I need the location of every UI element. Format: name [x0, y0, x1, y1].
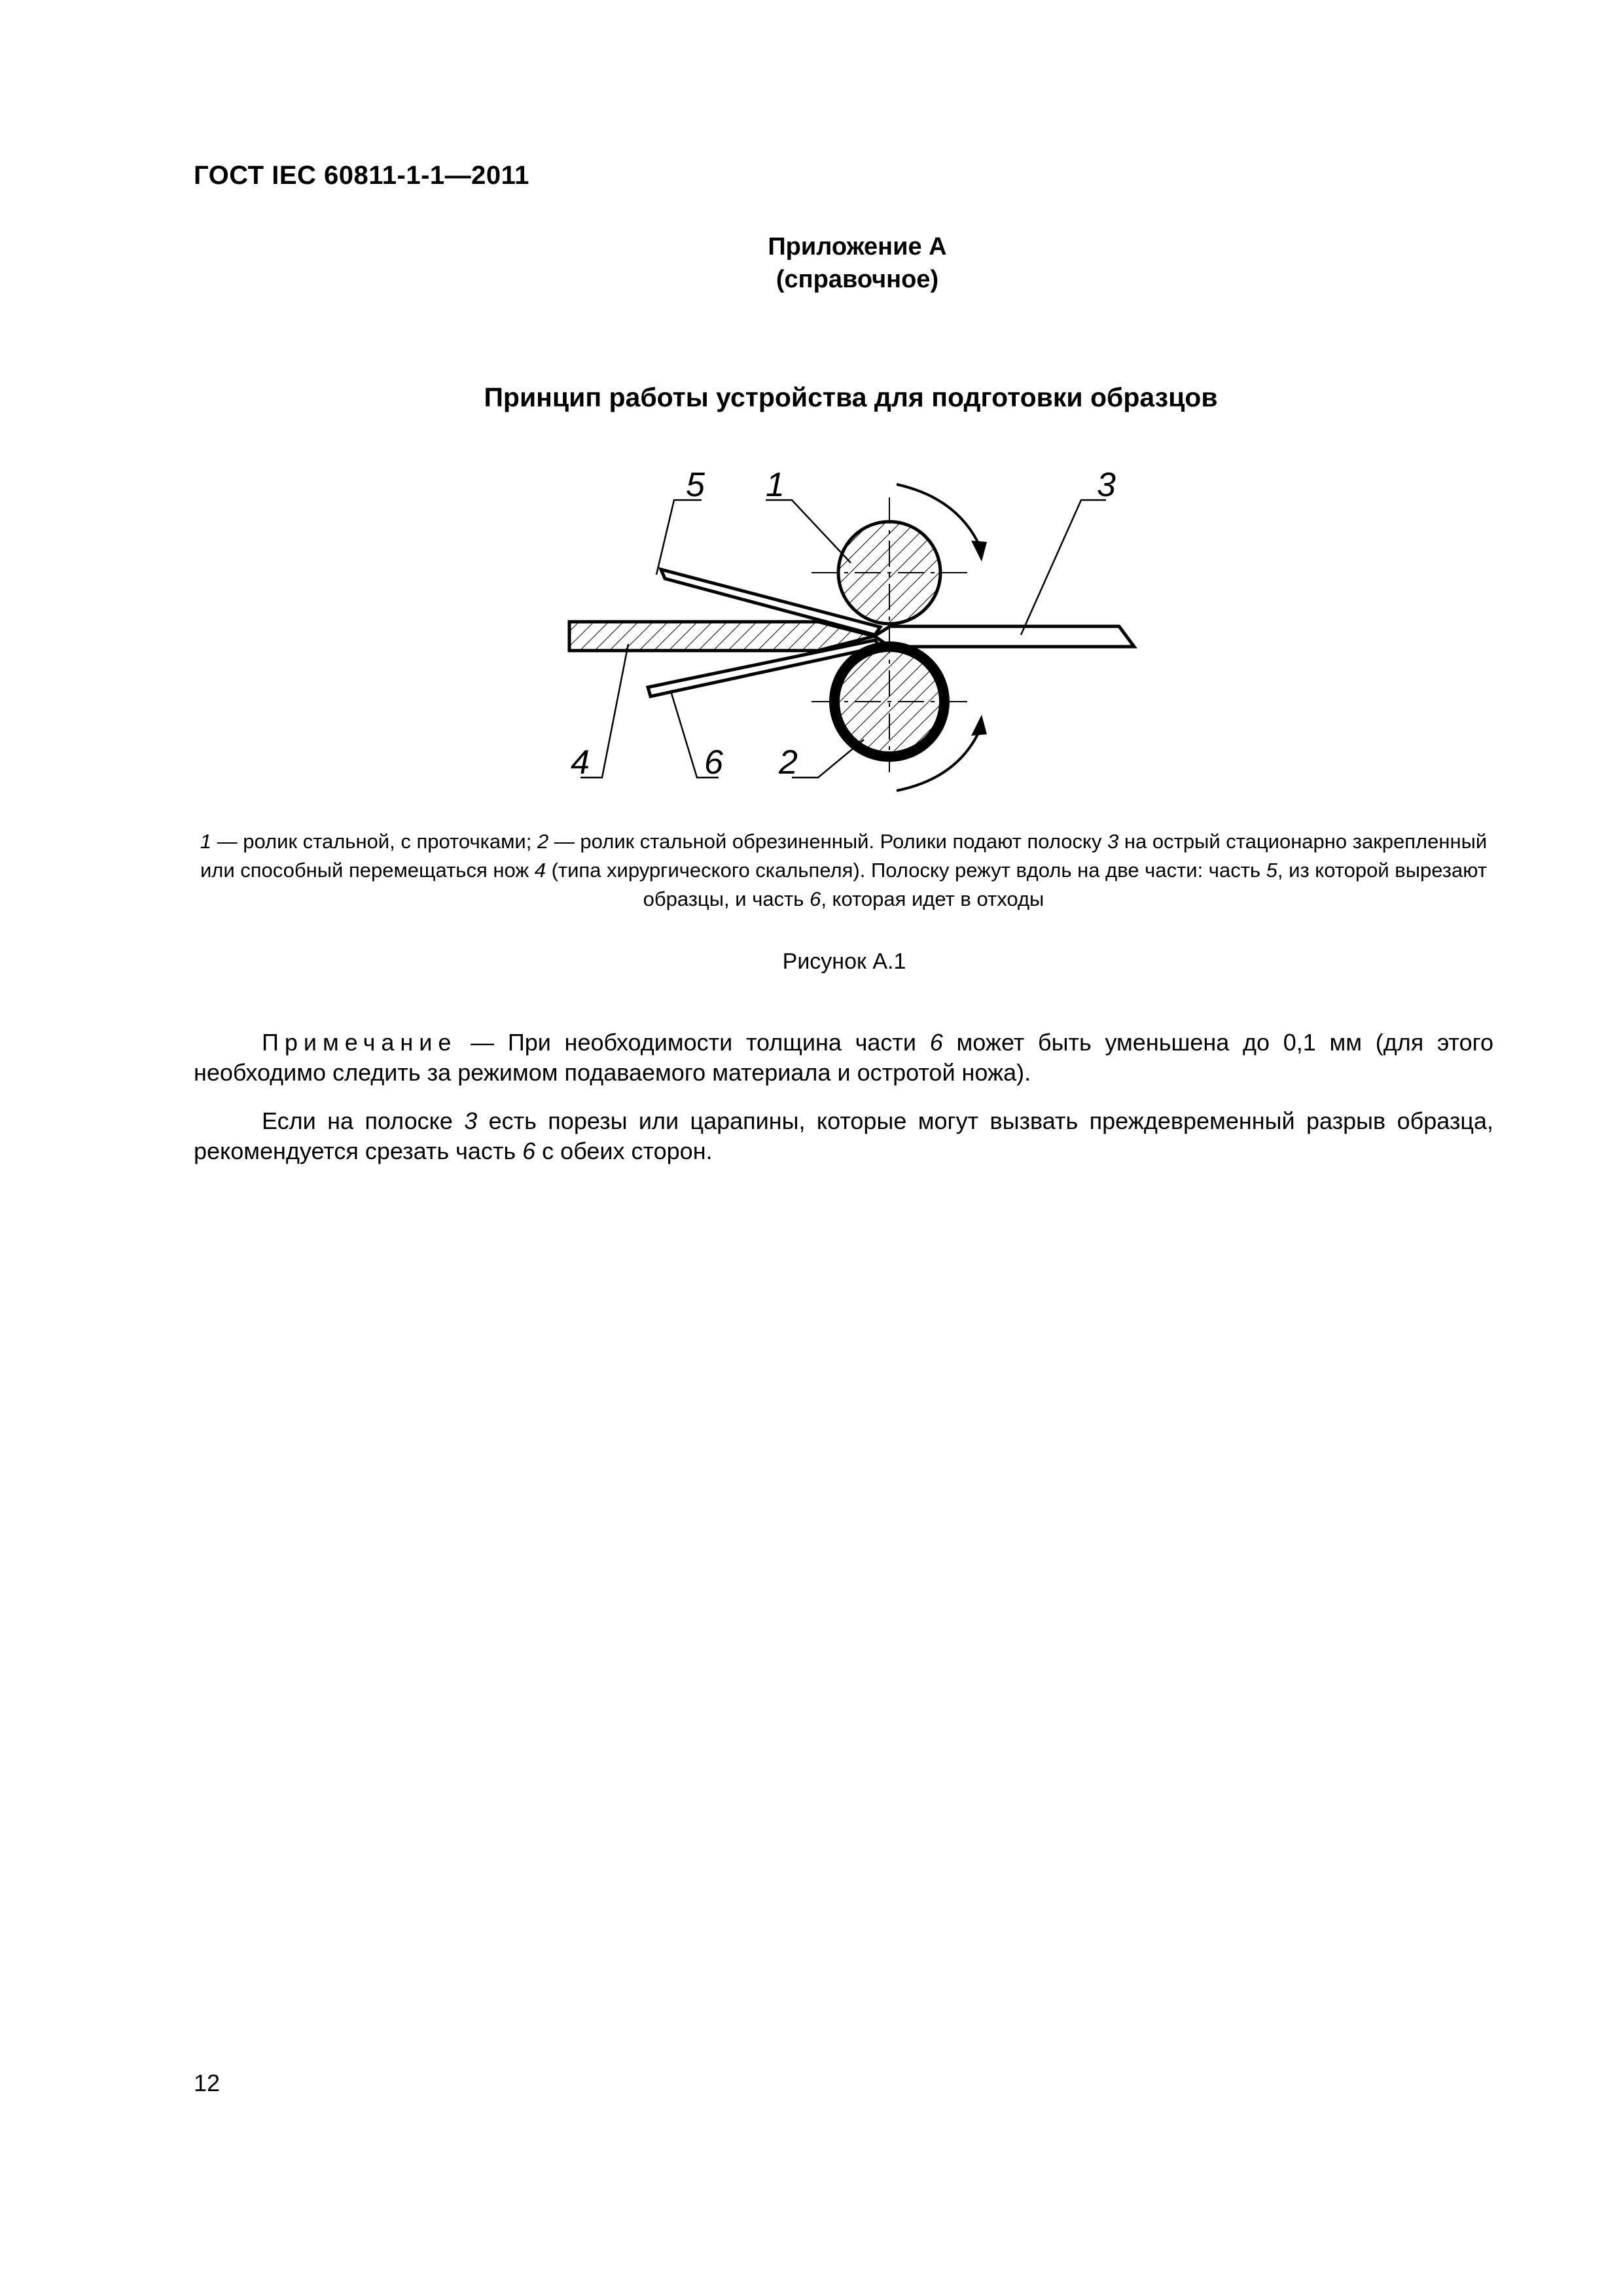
- note-prefix: Примечание: [262, 1029, 457, 1056]
- caption-ref-4: 4: [534, 859, 546, 882]
- figure-label: Рисунок А.1: [782, 949, 906, 974]
- strip: [874, 626, 1134, 647]
- caption-ref-3: 3: [1107, 830, 1119, 853]
- appendix-subtitle: (справочное): [776, 266, 939, 293]
- label-1: 1: [766, 466, 785, 504]
- arrow-head-top: [971, 541, 987, 562]
- caption-ref-5: 5: [1266, 859, 1277, 882]
- paragraph-text: с обеих сторон.: [535, 1138, 713, 1164]
- paragraph-ref-3: 3: [464, 1107, 478, 1134]
- caption-text: , которая идет в отходы: [821, 888, 1044, 910]
- caption-text: — ролик стальной обрезиненный. Ролики подают полоску: [548, 830, 1108, 853]
- caption-ref-2: 2: [537, 830, 549, 853]
- note-text: может быть уменьшена до 0,1 мм (для этого необходимо следить за режимом подаваемого материала и остротой ножа).: [194, 1029, 1493, 1086]
- knife: [569, 622, 874, 651]
- figure-caption: [194, 827, 1493, 914]
- caption-ref-1: 1: [200, 830, 212, 853]
- label-2: 2: [779, 744, 798, 781]
- note-paragraph: [194, 1028, 1493, 1088]
- label-5: 5: [686, 466, 705, 504]
- caption-text: (типа хирургического скальпеля). Полоску режут вдоль на две части: часть: [545, 859, 1266, 882]
- body-paragraph: [194, 1106, 1493, 1166]
- figure-diagram: [550, 458, 1139, 812]
- arrow-head-bottom: [971, 715, 987, 736]
- note-ref-6: 6: [929, 1029, 943, 1056]
- paragraph-text: Если на полоске: [262, 1107, 465, 1134]
- caption-text: на острый стационарно закрепленный или способный перемещаться нож: [200, 830, 1488, 882]
- appendix-heading: [0, 230, 1623, 296]
- note-text: — При необходимости толщина части: [457, 1029, 930, 1056]
- caption-text: , из которой вырезают образцы, и часть: [643, 859, 1488, 910]
- label-4: 4: [571, 744, 590, 781]
- page-number: 12: [194, 2070, 221, 2096]
- appendix-title: Приложение А: [768, 233, 947, 260]
- label-3: 3: [1097, 466, 1116, 504]
- label-6: 6: [704, 744, 723, 781]
- section-title: Принцип работы устройства для подготовки образцов: [484, 382, 1218, 412]
- paragraph-text: есть порезы или царапины, которые могут вызвать преждевременный разрыв образца, рекомендуется срезать часть: [194, 1107, 1493, 1164]
- caption-text: — ролик стальной, с проточками;: [211, 830, 537, 853]
- paragraph-ref-6: 6: [522, 1138, 536, 1164]
- caption-ref-6: 6: [810, 888, 821, 910]
- document-header: ГОСТ IEC 60811-1-1—2011: [194, 161, 529, 190]
